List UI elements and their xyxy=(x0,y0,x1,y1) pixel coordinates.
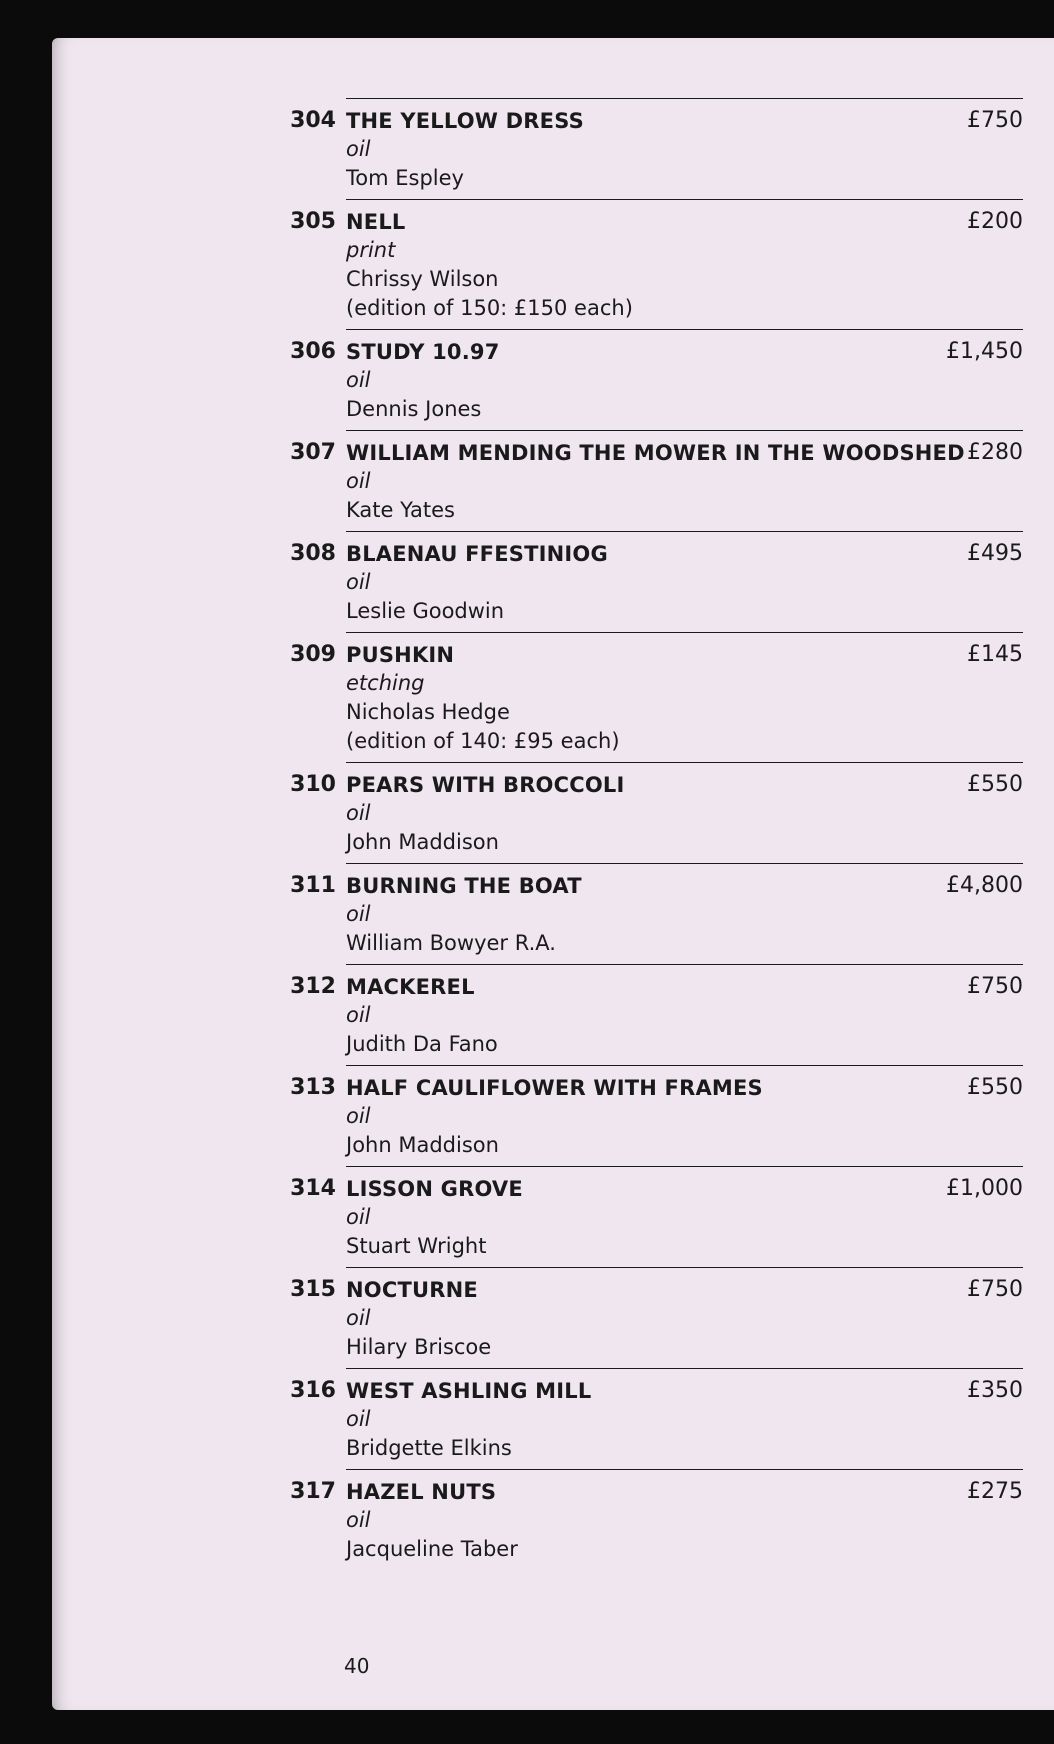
artwork-price: £350 xyxy=(967,1378,1023,1403)
artist-name: Tom Espley xyxy=(346,166,464,190)
artwork-medium: oil xyxy=(346,1205,371,1229)
lot-number: 314 xyxy=(290,1176,336,1201)
artwork-price: £4,800 xyxy=(946,873,1023,898)
catalogue-entry xyxy=(290,964,1023,1065)
catalogue-entry xyxy=(290,1469,1023,1570)
artwork-medium: oil xyxy=(346,469,371,493)
lot-number: 306 xyxy=(290,339,336,364)
catalogue-page xyxy=(52,38,1054,1710)
artist-name: Dennis Jones xyxy=(346,397,482,421)
artwork-price: £280 xyxy=(967,440,1023,465)
lot-number: 305 xyxy=(290,209,336,234)
artwork-medium: oil xyxy=(346,368,371,392)
lot-number: 317 xyxy=(290,1479,336,1504)
artwork-title: BURNING THE BOAT xyxy=(346,874,582,898)
artwork-title: NOCTURNE xyxy=(346,1278,478,1302)
lot-number: 304 xyxy=(290,108,336,133)
artwork-title: WILLIAM MENDING THE MOWER IN THE WOODSHED xyxy=(346,441,965,465)
artwork-title: WEST ASHLING MILL xyxy=(346,1379,592,1403)
artwork-medium: oil xyxy=(346,1104,371,1128)
catalogue-entry xyxy=(290,1368,1023,1469)
artwork-title: NELL xyxy=(346,210,406,234)
lot-number: 310 xyxy=(290,772,336,797)
artwork-title: MACKEREL xyxy=(346,975,475,999)
artwork-title: HAZEL NUTS xyxy=(346,1480,497,1504)
catalogue-entry xyxy=(290,632,1023,762)
artwork-medium: oil xyxy=(346,1508,371,1532)
catalogue-entry xyxy=(290,762,1023,863)
artwork-title: HALF CAULIFLOWER WITH FRAMES xyxy=(346,1076,763,1100)
artwork-medium: oil xyxy=(346,1407,371,1431)
artwork-title: STUDY 10.97 xyxy=(346,340,500,364)
artwork-price: £1,000 xyxy=(946,1176,1023,1201)
artist-name: Bridgette Elkins xyxy=(346,1436,512,1460)
artwork-medium: oil xyxy=(346,137,371,161)
artwork-price: £145 xyxy=(967,642,1023,667)
artwork-price: £1,450 xyxy=(946,339,1023,364)
catalogue-entry xyxy=(290,1166,1023,1267)
artwork-medium: etching xyxy=(346,671,425,695)
artist-name: Chrissy Wilson xyxy=(346,267,499,291)
catalogue-entry xyxy=(290,1267,1023,1368)
artist-name: John Maddison xyxy=(346,830,499,854)
artwork-title: PUSHKIN xyxy=(346,643,455,667)
artwork-price: £275 xyxy=(967,1479,1023,1504)
catalogue-entry xyxy=(290,531,1023,632)
catalogue-entry xyxy=(290,430,1023,531)
catalogue-entry xyxy=(290,329,1023,430)
artist-name: Nicholas Hedge xyxy=(346,700,510,724)
artwork-medium: oil xyxy=(346,570,371,594)
artist-name: John Maddison xyxy=(346,1133,499,1157)
lot-number: 312 xyxy=(290,974,336,999)
artist-name: Judith Da Fano xyxy=(346,1032,498,1056)
artwork-title: THE YELLOW DRESS xyxy=(346,109,584,133)
artwork-price: £550 xyxy=(967,1075,1023,1100)
catalogue-entry xyxy=(290,863,1023,964)
edition-note: (edition of 140: £95 each) xyxy=(346,729,620,753)
lot-number: 315 xyxy=(290,1277,336,1302)
artwork-price: £750 xyxy=(967,108,1023,133)
artwork-price: £495 xyxy=(967,541,1023,566)
artwork-medium: print xyxy=(346,238,396,262)
artist-name: Hilary Briscoe xyxy=(346,1335,492,1359)
artwork-title: LISSON GROVE xyxy=(346,1177,523,1201)
artist-name: William Bowyer R.A. xyxy=(346,931,556,955)
catalogue-entry xyxy=(290,1065,1023,1166)
artwork-price: £750 xyxy=(967,1277,1023,1302)
artist-name: Stuart Wright xyxy=(346,1234,487,1258)
edition-note: (edition of 150: £150 each) xyxy=(346,296,633,320)
lot-number: 309 xyxy=(290,642,336,667)
lot-number: 311 xyxy=(290,873,336,898)
artwork-medium: oil xyxy=(346,1306,371,1330)
page-number: 40 xyxy=(344,1654,370,1678)
artist-name: Jacqueline Taber xyxy=(346,1537,518,1561)
artist-name: Kate Yates xyxy=(346,498,455,522)
catalogue-entry xyxy=(290,199,1023,329)
catalogue-entry xyxy=(290,98,1023,199)
artwork-title: PEARS WITH BROCCOLI xyxy=(346,773,625,797)
lot-number: 313 xyxy=(290,1075,336,1100)
artwork-medium: oil xyxy=(346,801,371,825)
artwork-title: BLAENAU FFESTINIOG xyxy=(346,542,608,566)
artwork-price: £200 xyxy=(967,209,1023,234)
lot-number: 308 xyxy=(290,541,336,566)
catalogue-entries xyxy=(52,98,1054,1570)
artwork-price: £750 xyxy=(967,974,1023,999)
artwork-medium: oil xyxy=(346,1003,371,1027)
artwork-price: £550 xyxy=(967,772,1023,797)
lot-number: 307 xyxy=(290,440,336,465)
lot-number: 316 xyxy=(290,1378,336,1403)
artist-name: Leslie Goodwin xyxy=(346,599,505,623)
artwork-medium: oil xyxy=(346,902,371,926)
